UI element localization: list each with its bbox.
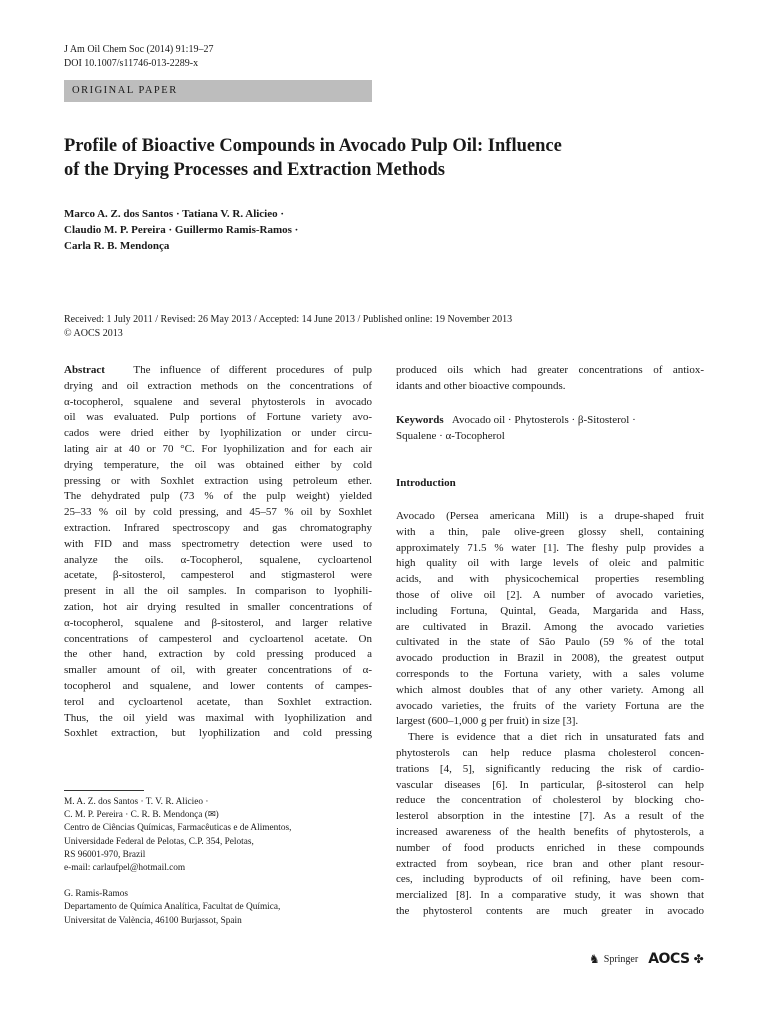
aocs-logo: AOCS bbox=[648, 951, 690, 967]
abstract-line: concentrations of campesterol and cycloartenol acetate. On bbox=[64, 632, 372, 645]
author-line: Marco A. Z. dos Santos · Tatiana V. R. Alicieo · bbox=[64, 208, 285, 220]
abstract-line: cados were dried either by lyophilization or under circu- bbox=[64, 427, 372, 440]
abstract-line: α-tocopherol, squalene and β-sitosterol, and larger relative bbox=[64, 616, 372, 629]
title-line-1: Profile of Bioactive Compounds in Avocado Pulp Oil: Influence bbox=[64, 136, 562, 156]
abstract-line: produced oils which had greater concentrations of antiox- bbox=[396, 364, 704, 376]
intro-line: avocado production in Brazil in 2008), the greatest output bbox=[396, 652, 704, 665]
intro-line: cultivated in the state of São Paulo (59 % of the total bbox=[396, 636, 704, 649]
abstract-line: pressing or with Soxhlet extraction using petroleum ether. bbox=[64, 474, 372, 487]
springer-label: Springer bbox=[603, 953, 639, 965]
article-title bbox=[64, 134, 704, 182]
intro-line: avocado varieties, the fruits of the variety Fortuna are the bbox=[396, 699, 704, 712]
abstract-line: The dehydrated pulp (73 % of the pulp weight) yielded bbox=[64, 490, 372, 503]
abstract-line: terol and cycloartenol acetate, than Soxhlet extraction. bbox=[64, 695, 372, 708]
intro-line: Avocado (Persea americana Mill) is a drupe-shaped fruit bbox=[396, 510, 704, 522]
intro-line: approximately 71.5 % water [1]. The fleshy pulp provides a bbox=[396, 541, 704, 554]
abstract-line: oil was evaluated. Pulp portions of Fortune variety avo- bbox=[64, 411, 372, 424]
intro-line: largest (600–1,000 g per fruit) in size [3]. bbox=[396, 715, 579, 728]
keywords-line: Squalene · α-Tocopherol bbox=[396, 430, 505, 442]
intro-line: ces, including byproducts of oil refining, have been com- bbox=[396, 873, 704, 886]
intro-line: high quality oil with large levels of oleic and palmitic bbox=[396, 557, 704, 570]
keywords-label: Keywords bbox=[396, 414, 444, 426]
abstract bbox=[64, 363, 372, 742]
affiliation-line: M. A. Z. dos Santos · T. V. R. Alicieo · bbox=[64, 797, 209, 807]
intro-line: phytosterols can help reduce plasma cholesterol concen- bbox=[396, 746, 704, 759]
intro-line: corresponds to the Fortuna variety, with a sales volume bbox=[396, 667, 704, 680]
copyright: © AOCS 2013 bbox=[64, 328, 123, 339]
publication-dates bbox=[64, 313, 512, 341]
corresponding-email[interactable]: e-mail: carlaufpel@hotmail.com bbox=[64, 863, 186, 874]
affiliation-line: RS 96001-970, Brazil bbox=[64, 849, 146, 860]
abstract-line: The influence of different procedures of pulp bbox=[133, 364, 373, 376]
title-line-2: of the Drying Processes and Extraction Methods bbox=[64, 160, 445, 180]
intro-line: acids, and with physicochemical properties resembling bbox=[396, 573, 704, 586]
journal-citation: J Am Oil Chem Soc (2014) 91:19–27 bbox=[64, 44, 214, 55]
intro-line: increased awareness of the health benefits of phytosterols, a bbox=[396, 825, 704, 838]
abstract-line: zation, hot air drying resulted in smaller concentrations of bbox=[64, 600, 372, 613]
abstract-line: acetate, β-sitosterol, campesterol and stigmasterol were bbox=[64, 569, 372, 582]
author-list bbox=[64, 206, 298, 254]
author-line: Claudio M. P. Pereira · Guillermo Ramis-Ramos · bbox=[64, 224, 299, 236]
abstract-label: Abstract bbox=[64, 364, 105, 376]
keywords bbox=[396, 412, 704, 444]
article-history: Received: 1 July 2011 / Revised: 26 May 2013 / Accepted: 14 June 2013 / Published online: 19 November 2013 bbox=[64, 314, 513, 325]
springer-horse-icon: ♞ bbox=[589, 952, 600, 966]
publisher-footer bbox=[589, 951, 704, 967]
abstract-continuation bbox=[396, 363, 704, 395]
footnote-divider bbox=[64, 790, 144, 791]
intro-line: including Fortuna, Quintal, Geada, Margarida and Hass, bbox=[396, 604, 704, 617]
intro-line: There is evidence that a diet rich in unsaturated fats and bbox=[408, 731, 704, 744]
intro-line: those of olive oil [2]. A number of avocado varieties, bbox=[396, 588, 704, 601]
affiliation-line: Universitat de València, 46100 Burjassot, Spain bbox=[64, 915, 242, 926]
intro-line: the phytosterol contents are much greater in avocado bbox=[396, 904, 704, 917]
abstract-line: analyze the oils. α-Tocopherol, squalene, cycloartenol bbox=[64, 553, 372, 566]
intro-line: are cultivated in Brazil. Among the avocado varieties bbox=[396, 620, 704, 633]
affiliation-line: Departamento de Química Analítica, Facultat de Química, bbox=[64, 902, 281, 913]
intro-line: lesterol absorption in the intestine [7]. As a result of the bbox=[396, 810, 704, 823]
abstract-line: idants and other bioactive compounds. bbox=[396, 379, 566, 392]
intro-line: trations [4, 5], significantly reducing the risk of cardio- bbox=[396, 762, 704, 775]
journal-doi: DOI 10.1007/s11746-013-2289-x bbox=[64, 58, 199, 69]
abstract-line: with FID and mass spectrometry detection were used to bbox=[64, 537, 372, 550]
author-affiliations bbox=[64, 796, 364, 928]
intro-line: with a thin, pale olive-green glossy shell, containing bbox=[396, 525, 704, 538]
article-type-banner: ORIGINAL PAPER bbox=[64, 80, 372, 102]
keywords-line: Avocado oil · Phytosterols · β-Sitosterol · bbox=[451, 414, 636, 426]
abstract-line: 25–33 % oil by cold pressing, and 45–57 % oil by Soxhlet bbox=[64, 506, 372, 519]
abstract-line: tocopherol and squalene, and lower contents of campes- bbox=[64, 679, 372, 692]
abstract-line: the other hand, extraction by cold pressing produced a bbox=[64, 648, 372, 661]
abstract-line: Soxhlet extraction, but lyophilization and cold pressing bbox=[64, 727, 372, 740]
affiliation-spacer bbox=[64, 875, 364, 888]
abstract-line: drying and oil extraction methods on the concentrations of bbox=[64, 379, 372, 392]
affiliation-line: C. M. P. Pereira · C. R. B. Mendonça (✉) bbox=[64, 810, 219, 821]
abstract-line: smaller amount of oil, with greater concentrations of α- bbox=[64, 664, 372, 677]
intro-line: vascular diseases [6]. In particular, β-sitosterol can help bbox=[396, 778, 704, 791]
abstract-line: lating air at 40 or 70 °C. For lyophilization and for each air bbox=[64, 442, 372, 455]
abstract-line: α-tocopherol, squalene and several phytosterols in avocado bbox=[64, 395, 372, 408]
abstract-line: Thus, the oil yield was maximal with lyophilization and bbox=[64, 711, 372, 724]
aocs-mark-icon: ✤ bbox=[693, 951, 704, 966]
abstract-line: extraction. Infrared spectroscopy and gas chromatography bbox=[64, 521, 372, 534]
introduction-body bbox=[396, 509, 704, 920]
intro-line: number of food products enriched in these compounds bbox=[396, 841, 704, 854]
affiliation-line: G. Ramis-Ramos bbox=[64, 889, 129, 900]
affiliation-line: Universidade Federal de Pelotas, C.P. 354, Pelotas, bbox=[64, 836, 254, 847]
intro-line: which almost doubles that of any other variety. Among all bbox=[396, 683, 704, 696]
abstract-line: present in all the oil samples. In comparison to lyophili- bbox=[64, 585, 372, 598]
journal-header bbox=[64, 43, 213, 71]
intro-line: mercialized [8]. In a comparative study, it was shown that bbox=[396, 889, 704, 902]
abstract-line: drying temperature, the oil was obtained either by cold bbox=[64, 458, 372, 471]
intro-line: reduce the concentration of cholesterol by blocking cho- bbox=[396, 794, 704, 807]
author-line: Carla R. B. Mendonça bbox=[64, 240, 170, 252]
affiliation-line: Centro de Ciências Químicas, Farmacêuticas e de Alimentos, bbox=[64, 823, 292, 834]
introduction-heading: Introduction bbox=[396, 477, 456, 489]
abstract-first-line bbox=[64, 363, 372, 379]
intro-line: extracted from soybean, rice bran and other plant resour- bbox=[396, 857, 704, 870]
